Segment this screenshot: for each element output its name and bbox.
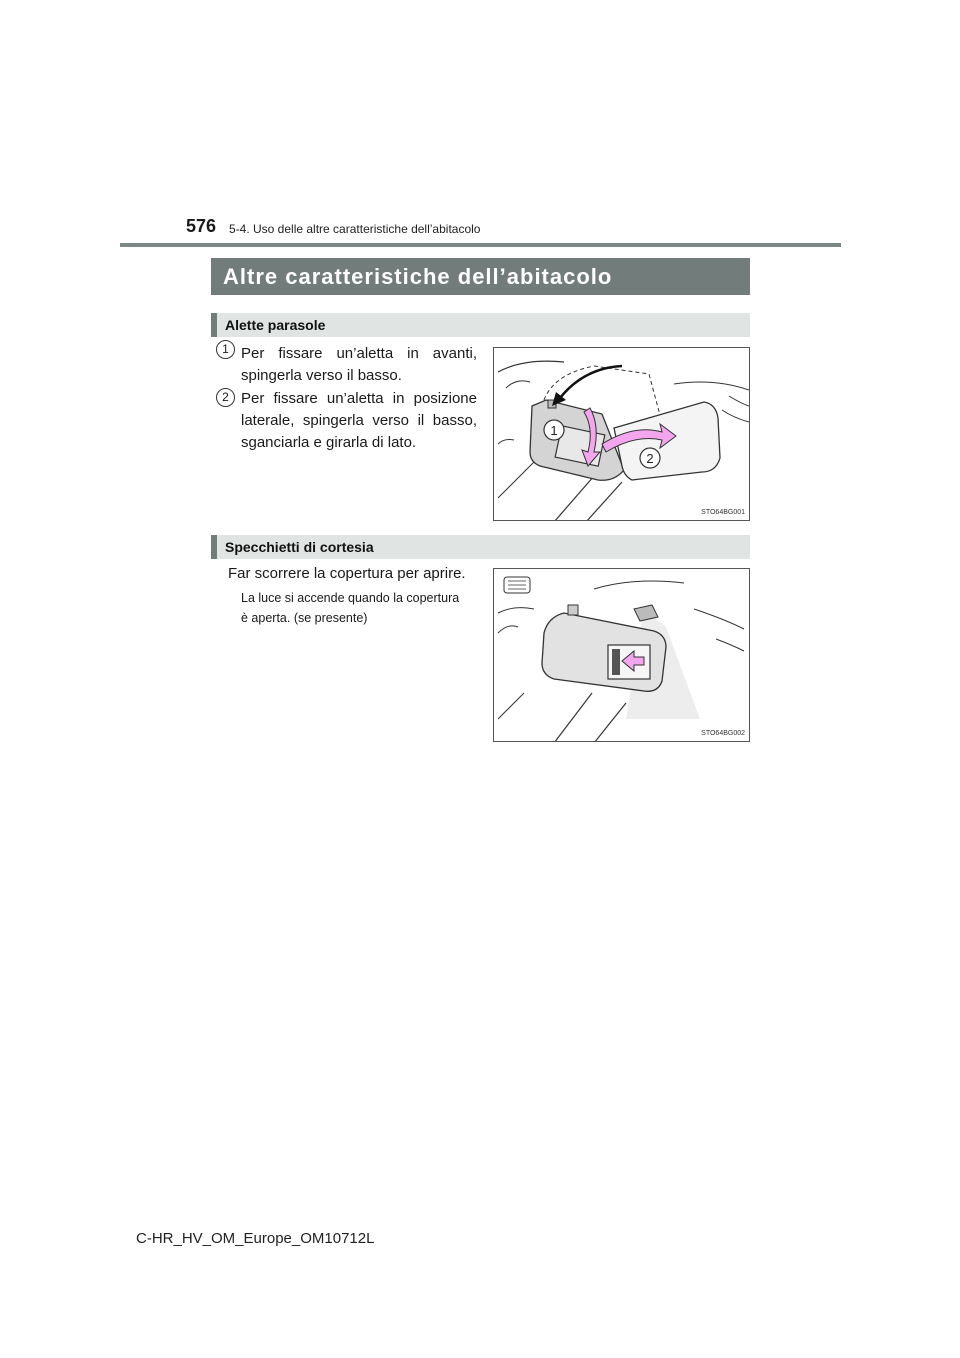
mirror-instruction: Far scorrere la copertura per aprire.: [228, 565, 466, 582]
header-rule: [120, 243, 841, 247]
section-title: Altre caratteristiche dell’abitacolo: [211, 258, 750, 295]
page-number: 576: [186, 216, 217, 236]
sun-visor-illustration: [493, 347, 750, 521]
sun-visor-drawing: [494, 348, 750, 521]
step-badge-2: 2: [216, 388, 235, 407]
figure-code-1: STO64BG001: [701, 509, 745, 516]
subheading-sun-visors: Alette parasole: [211, 313, 750, 337]
mirror-note-line-1: La luce si accende quando la copertura: [241, 591, 460, 605]
figure-code-2: STO64BG002: [701, 730, 745, 737]
step-badge-1: 1: [216, 340, 235, 359]
subheading-vanity-mirrors: Specchietti di cortesia: [211, 535, 750, 559]
callout-2: 2: [646, 451, 654, 466]
callout-1: 1: [550, 423, 558, 438]
footer-document-id: C-HR_HV_OM_Europe_OM10712L: [136, 1230, 375, 1247]
step-text-2: Per fissare un’aletta in posizione laterale, spingerla verso il basso, sganciarla e girarla di lato.: [241, 390, 477, 451]
vanity-mirror-illustration: [493, 568, 750, 742]
running-header: 5-4. Uso delle altre caratteristiche dell’abitacolo: [229, 222, 481, 236]
mirror-note: [241, 588, 481, 628]
mirror-note-line-2: è aperta. (se presente): [241, 611, 368, 625]
step-text-1: Per fissare un’aletta in avanti, spingerla verso il basso.: [241, 345, 477, 384]
vanity-mirror-drawing: [494, 569, 750, 742]
